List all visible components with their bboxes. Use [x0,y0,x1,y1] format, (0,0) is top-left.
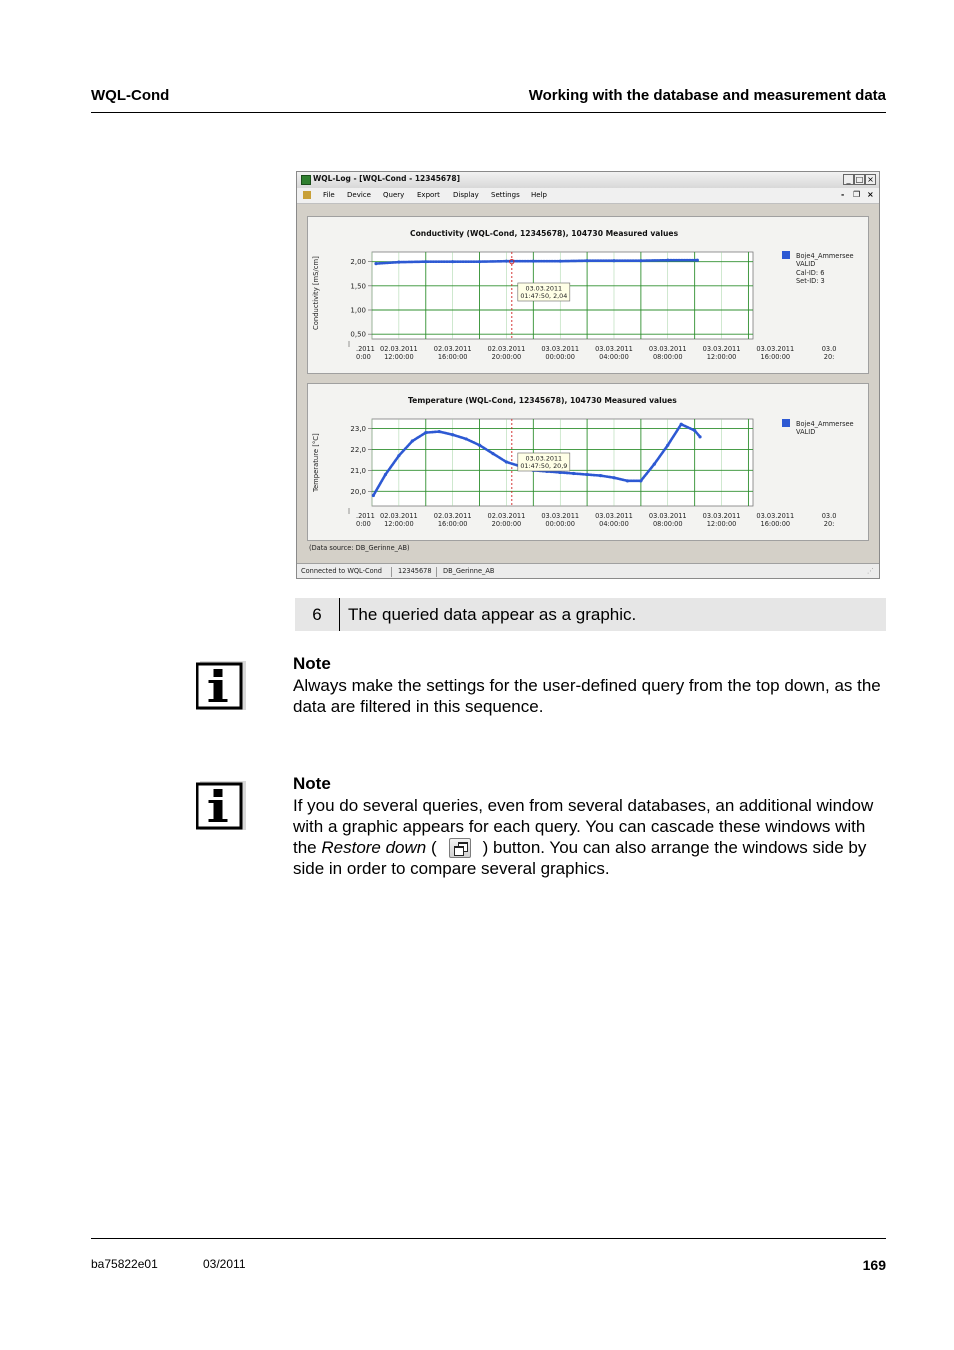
status-divider [436,567,437,577]
data-point [478,444,481,447]
x-tick-label: 03.03.2011 [541,345,580,353]
note-heading: Note [293,774,331,793]
data-point [559,471,562,474]
data-point [612,259,615,262]
menu-settings[interactable]: Settings [491,191,520,199]
temperature-ylabel: Temperature [°C] [312,433,320,492]
data-point [572,472,575,475]
restore-down-icon [449,838,471,858]
data-point [397,454,400,457]
maximize-icon[interactable]: □ [855,175,864,184]
data-point [680,423,683,426]
x-tick-label: 02.03.2011 [487,345,526,353]
data-point [411,439,414,442]
x-tick-label: 0:00 [356,520,371,528]
x-tick-label: 16:00:00 [760,520,791,528]
x-tick-label: 16:00:00 [760,353,791,361]
x-tick-label: 02.03.2011 [433,512,472,520]
app-window [296,171,880,579]
data-point [693,429,696,432]
menu-bar [297,188,879,204]
data-point [438,430,441,433]
title-bar[interactable] [297,172,879,188]
data-point [397,261,400,264]
mdi-minimize-icon[interactable]: - [841,190,845,199]
note-text: ) button. You can also arrange the windows side by side in order to compare several graphics. [293,838,867,878]
y-tick-label: 20,0 [350,487,366,496]
x-tick-label: 00:00:00 [545,520,576,528]
window-title: WQL-Log - [WQL-Cond - 12345678] [313,174,461,183]
x-tick-label: 20: [823,353,835,361]
x-tick-label: 03.0 [821,345,837,353]
x-tick-label: 02.03.2011 [380,345,418,353]
data-point [374,262,377,265]
data-point [626,479,629,482]
close-icon[interactable]: × [865,174,876,185]
cursor-label-value: 01:47:50, 20,9 [520,462,568,470]
data-point [451,433,454,436]
status-serial: 12345678 [398,567,432,575]
data-point [696,259,699,262]
cursor-label-date: 03.03.2011 [525,454,563,463]
menu-file[interactable]: File [323,191,335,199]
legend-entry: VALID [796,428,816,437]
step-number: 6 [312,605,322,624]
data-point [586,473,589,476]
y-tick-label: 2,00 [350,258,366,267]
data-point [424,260,427,263]
menu-help[interactable]: Help [531,191,547,199]
y-tick-label: 21,0 [350,466,366,475]
step-text: The queried data appear as a graphic. [348,605,637,624]
data-point [451,260,454,263]
cursor-label-date: 03.03.2011 [525,284,563,293]
data-point [505,260,508,263]
y-tick-label: 1,50 [350,282,366,291]
note-emphasis: Restore down [321,838,427,857]
data-point [612,476,615,479]
x-tick-label: 03.03.2011 [648,345,687,353]
status-bar [297,563,879,579]
x-tick-label: 03.03.2011 [648,512,687,520]
info-icon [196,659,246,711]
note-body: Always make the settings for the user-defined query from the top down, as the data are filtered in this sequence. [293,676,881,716]
x-tick-label: .2011 [356,512,375,520]
x-tick-label: .2011 [356,345,375,353]
temperature-chart[interactable] [308,384,868,540]
legend-entry: Set-ID: 3 [796,277,825,286]
conductivity-chart[interactable] [308,217,868,373]
resize-grip-icon[interactable]: ⋰ [867,567,874,575]
status-database: DB_Gerinne_AB [443,567,495,575]
x-tick-label: 20: [823,520,835,528]
conductivity-ylabel: Conductivity [mS/cm] [312,256,320,330]
header-rule [91,112,886,113]
conductivity-title: Conductivity (WQL-Cond, 12345678), 104730 Measured values [410,229,679,238]
note-heading: Note [293,654,331,673]
mdi-restore-icon[interactable]: ❐ [853,190,861,199]
x-tick-label: 03.03.2011 [702,512,741,520]
x-tick-label: 03.03.2011 [595,345,633,353]
x-tick-label: 04:00:00 [599,520,629,528]
data-point [478,260,481,263]
data-point [384,473,387,476]
footer-rule [91,1238,886,1239]
step-divider [339,598,340,631]
step-row [295,598,886,631]
data-point [559,260,562,263]
x-tick-label: 12:00:00 [384,520,414,528]
x-tick-label: 00:00:00 [545,353,576,361]
y-tick-label: 22,0 [350,445,366,454]
data-source: (Data source: DB_Gerinne_AB) [309,544,410,552]
x-tick-label: 16:00:00 [437,353,468,361]
data-point [698,435,701,438]
data-point [424,431,427,434]
y-tick-label: 23,0 [350,424,366,433]
data-point [505,460,508,463]
info-icon [196,779,246,831]
page-number: 169 [862,1257,886,1273]
data-point [666,259,669,262]
mdi-doc-icon[interactable] [303,191,311,199]
legend-entry: VALID [796,260,816,269]
x-tick-label: 16:00:00 [437,520,468,528]
data-point [465,437,468,440]
x-tick-label: 02.03.2011 [380,512,418,520]
x-tick-label: 02.03.2011 [487,512,526,520]
footer-date: 03/2011 [203,1257,246,1271]
x-tick-label: 02.03.2011 [433,345,472,353]
data-point [639,479,642,482]
data-point [491,452,494,455]
data-point [666,444,669,447]
x-tick-label: 20:00:00 [491,353,522,361]
x-tick-label: 08:00:00 [652,520,683,528]
note-text: ( [426,838,437,857]
temperature-panel [307,383,869,541]
x-tick-label: 03.03.2011 [756,512,795,520]
legend-entry: Cal-ID: 6 [796,268,825,277]
x-tick-label: 12:00:00 [384,353,414,361]
app-icon [301,175,311,185]
conductivity-panel [307,216,869,374]
menu-query[interactable]: Query [383,191,405,199]
mdi-close-icon[interactable]: × [867,190,874,199]
temperature-title: Temperature (WQL-Cond, 12345678), 104730 Measured values [408,396,677,405]
data-point [586,259,589,262]
header-left: WQL-Cond [91,87,170,104]
x-tick-label: 03.0 [821,512,837,520]
x-tick-label: 03.03.2011 [756,345,795,353]
minimize-icon[interactable]: _ [843,174,854,185]
menu-display[interactable]: Display [453,191,479,199]
y-tick-label: 1,00 [350,306,366,315]
x-tick-label: 03.03.2011 [541,512,580,520]
data-point [639,259,642,262]
footer-doc-id: ba75822e01 [91,1257,158,1271]
x-tick-label: 08:00:00 [652,353,683,361]
x-tick-label: 12:00:00 [706,353,737,361]
note-body [293,795,887,879]
legend-entry: Boje4_Ammersee [796,252,854,260]
cursor-label-value: 01:47:50, 2,04 [520,292,568,300]
status-connection: Connected to WQL-Cond [301,567,382,575]
x-tick-label: 03.03.2011 [702,345,741,353]
status-divider [391,567,392,577]
legend-entry: Boje4_Ammersee [796,420,854,428]
x-tick-label: 03.03.2011 [595,512,633,520]
x-tick-label: 0:00 [356,353,371,361]
x-tick-label: 12:00:00 [706,520,737,528]
x-tick-label: 20:00:00 [491,520,522,528]
x-tick-label: 04:00:00 [599,353,629,361]
menu-device[interactable]: Device [347,191,371,199]
note-text: If you do several queries, even from several databases, an additional window with a graphic appears for each query. You can cascade these windows with the [293,796,874,857]
data-point [372,494,375,497]
header-right: Working with the database and measurement data [528,87,886,104]
data-point [532,260,535,263]
data-point [599,474,602,477]
y-tick-label: 0,50 [350,330,366,339]
menu-export[interactable]: Export [417,191,440,199]
data-point [653,462,656,465]
